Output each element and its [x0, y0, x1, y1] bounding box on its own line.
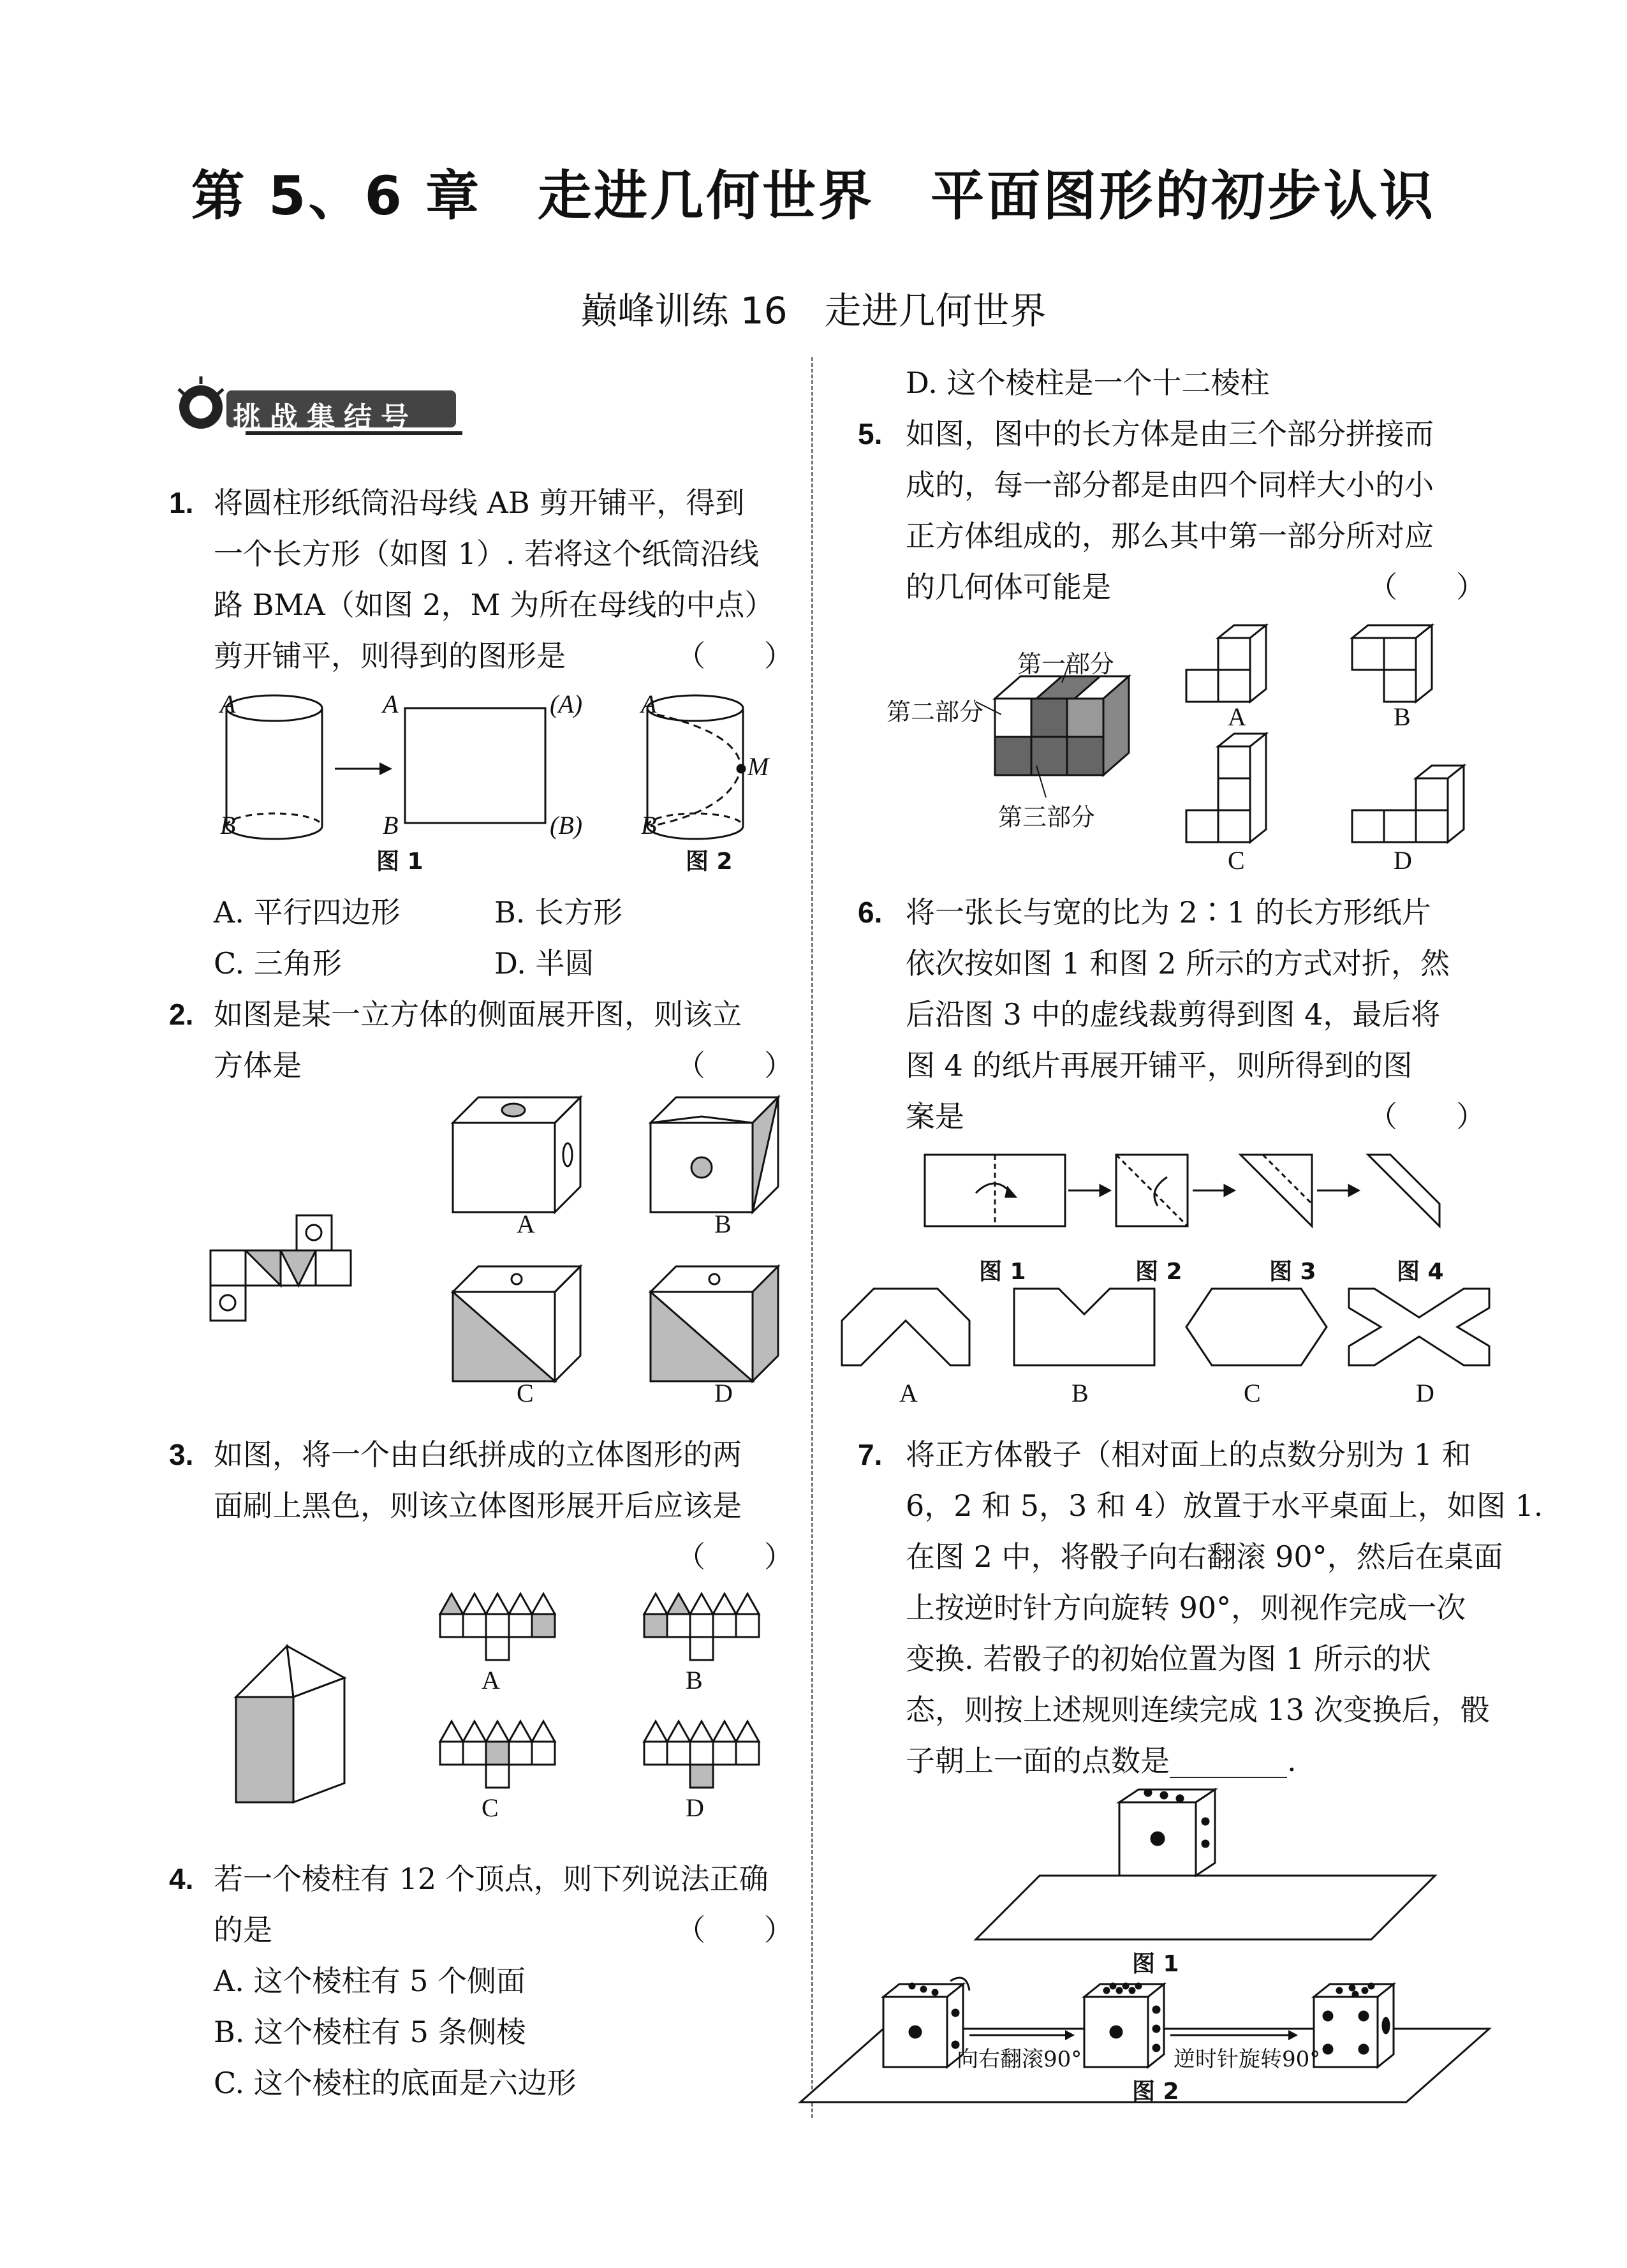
q6-option-a-shape[interactable]	[842, 1289, 969, 1365]
challenge-badge	[150, 370, 469, 440]
q1-figures	[210, 689, 848, 880]
q2-label-b: B	[714, 1210, 732, 1238]
q2-option-a-cube[interactable]	[453, 1097, 580, 1212]
q5-text-2: 成的，每一部分都是由四个同样大小的小	[906, 468, 1434, 502]
q4-text-1: 若一个棱柱有 12 个顶点，则下列说法正确	[214, 1862, 769, 1896]
q1-text-1: 将圆柱形纸筒沿母线 AB 剪开铺平，得到	[214, 485, 745, 520]
q3-label-c: C	[482, 1793, 499, 1822]
q4-option-b[interactable]: B. 这个棱柱有 5 条侧棱	[214, 2015, 526, 2049]
q6-caption-1: 图 1	[979, 1259, 1026, 1285]
q1-number: 1.	[169, 486, 194, 519]
q6-label-b: B	[1071, 1379, 1089, 1407]
q5-number: 5.	[858, 417, 883, 450]
q7-arrow-label-2: 逆时针旋转90°	[1174, 2047, 1321, 2072]
q6-label-d: D	[1416, 1379, 1434, 1407]
q4-answer-paren[interactable]: （ ）	[676, 1913, 793, 1947]
q1-label-bp: (B)	[550, 811, 583, 840]
q1-text-2: 一个长方形（如图 1）. 若将这个纸筒沿线	[214, 537, 760, 571]
q5-text-1: 如图，图中的长方体是由三个部分拼接而	[906, 417, 1434, 451]
q1-label-a1: A	[220, 690, 236, 718]
q4-number: 4.	[169, 1862, 194, 1895]
q1-label-a3: A	[641, 690, 657, 718]
q5-part-3-label: 第三部分	[998, 803, 1096, 831]
q3-figures	[230, 1582, 867, 1863]
q7-text-3: 在图 2 中，将骰子向右翻滚 90°，然后在桌面	[906, 1539, 1503, 1574]
q5-label-c: C	[1228, 846, 1245, 875]
q2-label-c: C	[517, 1379, 534, 1407]
q1-label-b2: B	[383, 811, 399, 840]
q3-text-2: 面刷上黑色，则该立体图形展开后应该是	[214, 1488, 742, 1523]
q6-option-b-shape[interactable]	[1014, 1289, 1154, 1365]
q2-net	[210, 1215, 351, 1321]
q7-text-6: 态，则按上述规则连续完成 13 次变换后，骰	[906, 1693, 1490, 1727]
q6-text-4: 图 4 的纸片再展开铺平，则所得到的图	[906, 1048, 1413, 1083]
q3-label-b: B	[686, 1666, 703, 1694]
q1-text-4: 剪开铺平，则得到的图形是	[214, 639, 566, 673]
q2-number: 2.	[169, 998, 194, 1031]
q7-arrow-label-1: 向右翻滚90°	[957, 2047, 1082, 2072]
q1-option-c[interactable]: C. 三角形	[214, 946, 342, 981]
q5-label-d: D	[1394, 846, 1412, 875]
q2-label-a: A	[517, 1210, 535, 1238]
q7-text-7[interactable]: 子朝上一面的点数是________.	[906, 1744, 1297, 1778]
q1-answer-paren[interactable]: （ ）	[676, 639, 793, 673]
q6-number: 6.	[858, 896, 883, 929]
q1-option-d[interactable]: D. 半圆	[494, 946, 594, 981]
q3-text-1: 如图，将一个由白纸拼成的立体图形的两	[214, 1437, 742, 1472]
q2-label-d: D	[714, 1379, 733, 1407]
q4-option-a[interactable]: A. 这个棱柱有 5 个侧面	[214, 1964, 526, 1998]
q3-solid	[236, 1646, 344, 1802]
q3-option-b-net[interactable]	[644, 1594, 759, 1660]
q6-caption-2: 图 2	[1135, 1259, 1182, 1285]
q1-cylinder-2	[647, 695, 745, 839]
q6-option-c-shape[interactable]	[1186, 1289, 1327, 1365]
q5-part-1-label: 第一部分	[1017, 650, 1115, 678]
q7-text-4: 上按逆时针方向旋转 90°，则视作完成一次	[906, 1590, 1466, 1625]
q2-option-d-cube[interactable]	[651, 1266, 778, 1381]
q1-label-b1: B	[220, 811, 236, 840]
q5-cuboid	[995, 676, 1129, 775]
q1-option-a[interactable]: A. 平行四边形	[214, 895, 401, 930]
q6-caption-3: 图 3	[1269, 1259, 1316, 1285]
q1-caption-1: 图 1	[376, 849, 423, 875]
q4-text-2: 的是	[214, 1913, 272, 1947]
q1-option-b[interactable]: B. 长方形	[494, 895, 623, 930]
q3-option-a-net[interactable]	[440, 1594, 555, 1660]
q7-text-2: 6，2 和 5，3 和 4）放置于水平桌面上，如图 1.	[906, 1488, 1543, 1523]
q6-text-5: 案是	[906, 1099, 964, 1134]
q7-number: 7.	[858, 1438, 883, 1471]
q3-label-a: A	[482, 1666, 500, 1694]
q6-fold-sequence	[925, 1155, 1439, 1226]
q3-label-d: D	[686, 1793, 704, 1822]
q6-label-c: C	[1244, 1379, 1261, 1407]
q6-answer-paren[interactable]: （ ）	[1368, 1099, 1485, 1134]
q5-option-c-shape[interactable]	[1186, 734, 1266, 842]
q5-figures	[880, 612, 1518, 868]
section-subtitle: 巅峰训练 16 走进几何世界	[580, 289, 1047, 332]
q1-caption-2: 图 2	[686, 849, 733, 875]
q1-cylinder-1	[226, 695, 322, 839]
badge-text: 挑战集结号	[233, 401, 418, 434]
q7-text-5: 变换. 若骰子的初始位置为图 1 所示的状	[906, 1642, 1431, 1676]
q6-text-3: 后沿图 3 中的虚线裁剪得到图 4，最后将	[906, 997, 1441, 1032]
q4-option-d[interactable]: D. 这个棱柱是一个十二棱柱	[906, 366, 1270, 400]
q6-caption-4: 图 4	[1397, 1259, 1444, 1285]
q4-option-c[interactable]: C. 这个棱柱的底面是六边形	[214, 2066, 577, 2100]
q5-text-4: 的几何体可能是	[906, 570, 1111, 604]
q1-rectangle	[405, 708, 545, 823]
q1-label-ap: (A)	[550, 690, 583, 718]
q3-option-d-net[interactable]	[644, 1721, 759, 1788]
q6-text-1: 将一张长与宽的比为 2∶1 的长方形纸片	[906, 895, 1431, 930]
q2-answer-paren[interactable]: （ ）	[676, 1048, 793, 1083]
q6-label-a: A	[899, 1379, 918, 1407]
q5-text-3: 正方体组成的，那么其中第一部分所对应	[906, 519, 1434, 553]
q1-label-b3: B	[641, 811, 657, 840]
q6-option-d-shape[interactable]	[1349, 1289, 1489, 1365]
q7-fig1-table-and-die	[976, 1790, 1435, 1939]
q1-label-m: M	[747, 752, 769, 781]
q5-part-2-label: 第二部分	[887, 698, 984, 726]
q2-option-b-cube[interactable]	[651, 1097, 778, 1212]
q2-option-c-cube[interactable]	[453, 1266, 580, 1381]
q5-option-d-shape[interactable]	[1352, 766, 1464, 842]
chapter-title: 第 5、6 章 走进几何世界 平面图形的初步认识	[191, 165, 1436, 227]
q1-text-3: 路 BMA（如图 2，M 为所在母线的中点）	[214, 588, 774, 622]
q5-option-b-shape[interactable]	[1352, 625, 1432, 702]
q7-fig2-die-3	[1314, 1983, 1394, 2067]
q5-option-a-shape[interactable]	[1186, 625, 1266, 702]
q7-fig2-die-2	[1084, 1983, 1164, 2067]
q5-label-a: A	[1228, 702, 1246, 731]
q3-number: 3.	[169, 1438, 194, 1471]
q1-label-a2: A	[383, 690, 399, 718]
q7-text-1: 将正方体骰子（相对面上的点数分别为 1 和	[906, 1437, 1471, 1472]
q2-text-1: 如图是某一立方体的侧面展开图，则该立	[214, 997, 742, 1032]
q1-arrow	[335, 762, 392, 775]
q2-text-2: 方体是	[214, 1048, 302, 1083]
q5-label-b: B	[1394, 702, 1411, 731]
q6-text-2: 依次按如图 1 和图 2 所示的方式对折，然	[906, 946, 1450, 981]
q7-caption-2: 图 2	[1132, 2079, 1179, 2105]
q3-option-c-net[interactable]	[440, 1721, 555, 1788]
q3-answer-paren[interactable]: （ ）	[676, 1539, 793, 1574]
q7-caption-1: 图 1	[1132, 1951, 1179, 1977]
q5-answer-paren[interactable]: （ ）	[1368, 570, 1485, 604]
